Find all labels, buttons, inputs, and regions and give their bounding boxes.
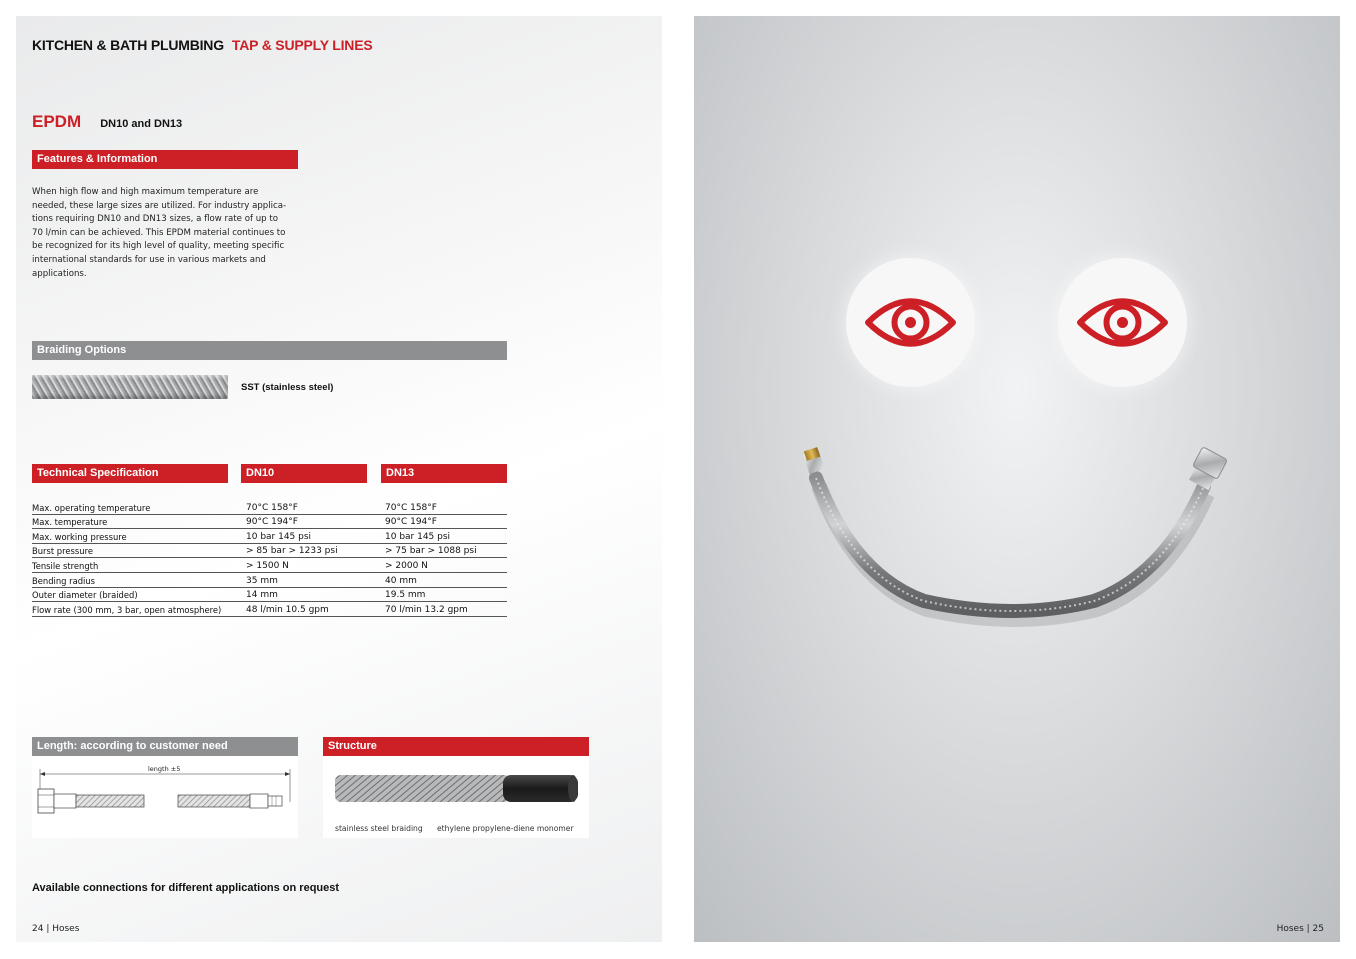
features-line: applications. — [32, 268, 87, 279]
spec-heading: Technical Specification — [32, 464, 228, 483]
header-subsection: TAP & SUPPLY LINES — [231, 37, 373, 53]
features-heading: Features & Information — [32, 150, 298, 169]
spec-dn13-value: 40 mm — [385, 572, 507, 587]
table-row — [32, 587, 507, 602]
length-heading: Length: according to customer need — [32, 737, 298, 756]
page-header — [32, 37, 373, 53]
spec-label: Flow rate (300 mm, 3 bar, open atmosphere) — [32, 602, 246, 617]
spec-dn10-value: 35 mm — [246, 572, 385, 587]
spec-dn13-value: 10 bar 145 psi — [385, 529, 507, 544]
features-line: When high flow and high maximum temperature are — [32, 187, 259, 197]
braiding-option: SST (stainless steel) — [241, 382, 334, 393]
structure-heading: Structure — [323, 737, 589, 756]
spec-label: Tensile strength — [32, 558, 246, 573]
features-line: be recognized for its high level of quality, meeting specific — [32, 241, 285, 252]
structure-drawing — [323, 756, 589, 838]
spec-dn10-value: 70°C 158°F — [246, 500, 385, 514]
spec-label: Max. working pressure — [32, 529, 246, 544]
structure-caption-epdm: ethylene propylene-diene monomer — [437, 824, 574, 833]
spec-label: Outer diameter (braided) — [32, 587, 246, 602]
connections-note: Available connections for different applications on request — [32, 882, 340, 894]
braiding-heading: Braiding Options — [32, 341, 507, 360]
spec-col-dn10: DN10 — [241, 464, 367, 483]
spec-label: Max. temperature — [32, 514, 246, 529]
table-row — [32, 558, 507, 573]
spec-dn13-value: 70 l/min 13.2 gpm — [385, 602, 507, 617]
folio-left: 24 | Hoses — [32, 924, 80, 934]
spec-dn10-value: 14 mm — [246, 587, 385, 602]
spec-dn13-value: 70°C 158°F — [385, 500, 507, 514]
product-name: EPDM — [32, 112, 82, 131]
spec-col-dn13: DN13 — [381, 464, 507, 483]
spec-dn13-value: > 75 bar > 1088 psi — [385, 543, 507, 558]
spec-dn10-value: > 85 bar > 1233 psi — [246, 543, 385, 558]
right-page — [694, 16, 1340, 942]
spec-label: Burst pressure — [32, 543, 246, 558]
features-line: needed, these large sizes are utilized. For industry applica- — [32, 200, 287, 211]
table-row — [32, 572, 507, 587]
table-row — [32, 529, 507, 544]
spec-label: Bending radius — [32, 572, 246, 587]
features-line: international standards for use in various markets and — [32, 254, 266, 265]
spec-dn10-value: 48 l/min 10.5 gpm — [246, 602, 385, 617]
spec-dn13-value: 90°C 194°F — [385, 514, 507, 529]
table-row — [32, 514, 507, 529]
braided-hose-sample — [32, 375, 228, 399]
spec-dn13-value: 19.5 mm — [385, 587, 507, 602]
left-page — [16, 16, 662, 942]
spec-dn10-value: 90°C 194°F — [246, 514, 385, 529]
table-row — [32, 602, 507, 617]
spec-dn10-value: > 1500 N — [246, 558, 385, 573]
product-sizes: DN10 and DN13 — [100, 118, 183, 130]
braided-hose-icon — [694, 16, 1340, 942]
length-drawing — [32, 756, 298, 838]
spec-label: Max. operating temperature — [32, 500, 246, 514]
product-title — [32, 112, 182, 132]
folio-right: Hoses | 25 — [1276, 924, 1324, 934]
table-row — [32, 543, 507, 558]
structure-caption-braiding: stainless steel braiding — [335, 824, 423, 833]
features-line: tions requiring DN10 and DN13 sizes, a flow rate of up to — [32, 214, 278, 225]
spec-dn13-value: > 2000 N — [385, 558, 507, 573]
header-section: KITCHEN & BATH PLUMBING — [32, 37, 224, 53]
spec-table — [32, 500, 507, 617]
length-dimension-label: length ±5 — [148, 765, 181, 773]
spec-dn10-value: 10 bar 145 psi — [246, 529, 385, 544]
table-row — [32, 500, 507, 514]
features-line: 70 l/min can be achieved. This EPDM material continues to — [32, 227, 286, 238]
features-description — [32, 186, 297, 281]
